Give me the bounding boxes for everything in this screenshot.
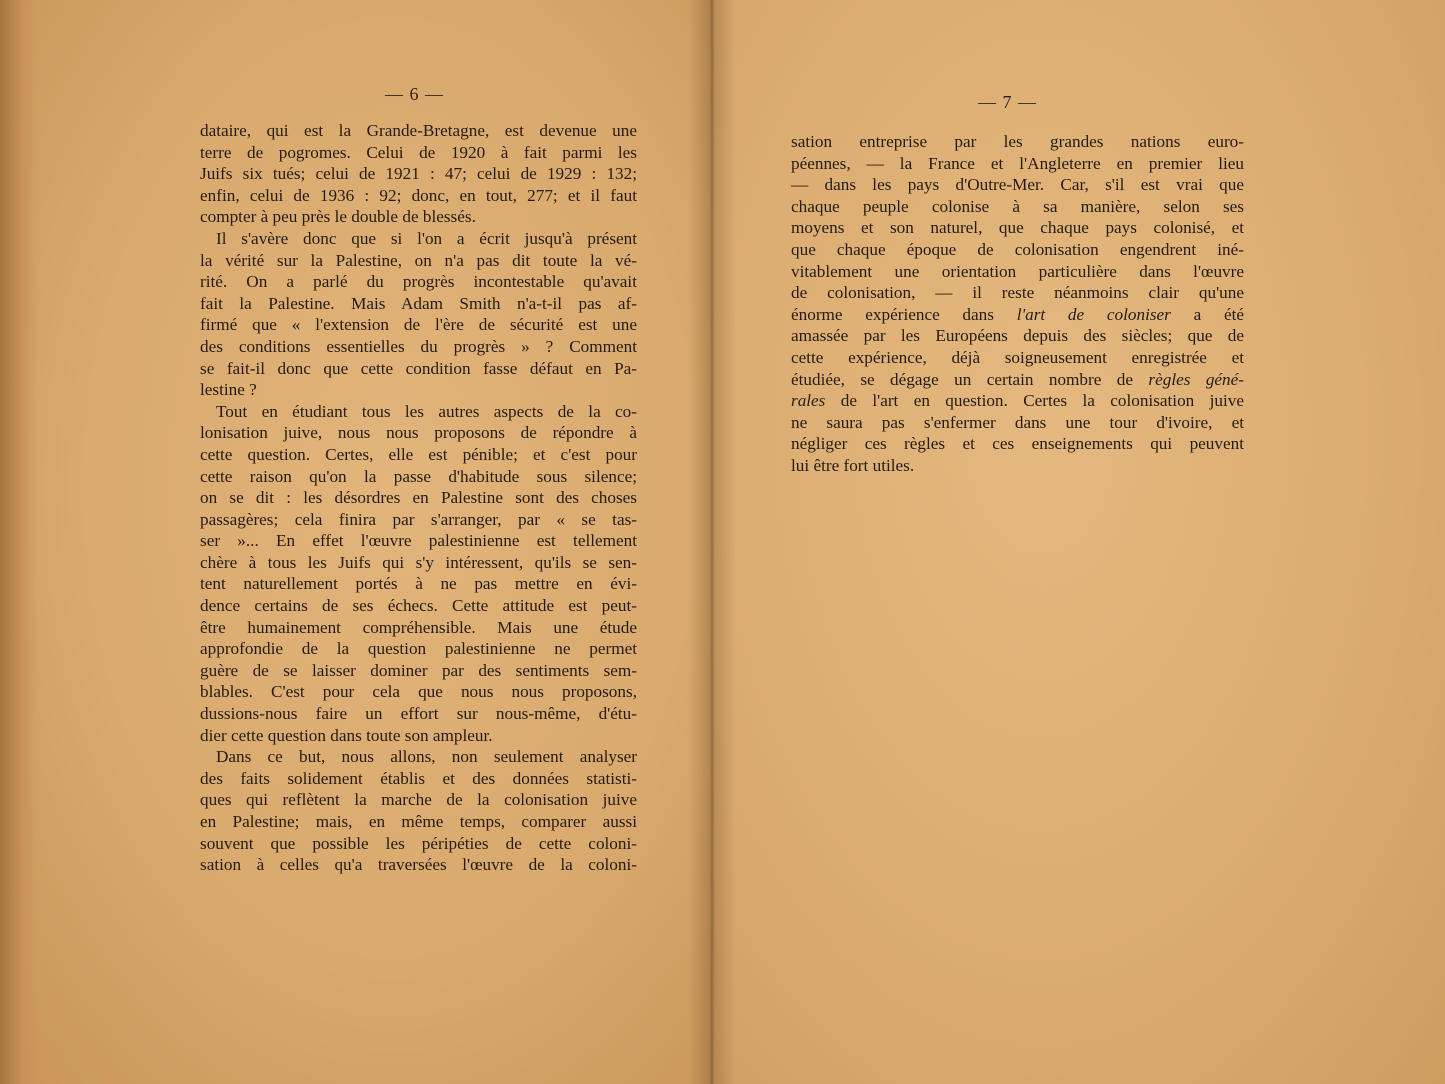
text-line: sation entreprise par les grandes nations euro- bbox=[791, 132, 1244, 151]
text-line: — dans les pays d'Outre-Mer. Car, s'il est vrai que bbox=[791, 175, 1244, 195]
text-line: énorme expérience dans l'art de coloniser a été bbox=[791, 304, 1244, 324]
text-line: des conditions essentielles du progrès » ? Comment bbox=[200, 336, 637, 356]
text-line: chère à tous les Juifs qui s'y intéressent, qu'ils se sen- bbox=[200, 552, 637, 572]
text-line: en Palestine; mais, en même temps, comparer aussi bbox=[200, 812, 637, 831]
text-line: ne saura pas s'enfermer dans une tour d'ivoire, et bbox=[791, 412, 1244, 432]
text-line: tent naturellement portés à ne pas mettre en évi- bbox=[200, 574, 637, 594]
text-line: péennes, — la France et l'Angleterre en premier lieu bbox=[791, 153, 1244, 173]
page-number-right: — 7 — bbox=[978, 92, 1037, 112]
text-line: lui être fort utiles. bbox=[791, 455, 915, 475]
paragraph bbox=[200, 120, 637, 228]
text-line: blables. C'est pour cela que nous nous proposons, bbox=[200, 682, 637, 702]
text-line: être humainement compréhensible. Mais une étude bbox=[200, 617, 637, 637]
text-line: que chaque époque de colonisation engendrent iné- bbox=[791, 239, 1244, 259]
text-line: rité. On a parlé du progrès incontestable qu'avait bbox=[200, 272, 637, 292]
left-page bbox=[0, 0, 712, 1084]
text-line: négliger ces règles et ces enseignements qui peuvent bbox=[791, 434, 1244, 454]
paragraph bbox=[200, 228, 637, 401]
text-line: la vérité sur la Palestine, on n'a pas dit toute la vé- bbox=[200, 250, 637, 270]
text-line: chaque peuple colonise à sa manière, selon ses bbox=[791, 196, 1244, 216]
text-line: dence certains de ses échecs. Cette attitude est peut- bbox=[200, 596, 637, 616]
paragraph bbox=[200, 401, 637, 747]
text-line: se fait-il donc que cette condition fasse défaut en Pa- bbox=[200, 358, 637, 378]
text-line: sation à celles qu'a traversées l'œuvre de la coloni- bbox=[200, 855, 637, 875]
text-line: guère de se laisser dominer par des sentiments sem- bbox=[200, 660, 637, 680]
text-line: cette raison qu'on la passe d'habitude sous silence; bbox=[200, 466, 637, 486]
text-line: dataire, qui est la Grande-Bretagne, est devenue une bbox=[200, 121, 637, 140]
text-line: de colonisation, — il reste néanmoins clair qu'une bbox=[791, 283, 1244, 303]
text-line: vitablement une orientation particulière dans l'œuvre bbox=[791, 261, 1244, 281]
text-line: Tout en étudiant tous les autres aspects de la co- bbox=[216, 401, 637, 421]
text-line: Il s'avère donc que si l'on a écrit jusqu'à présent bbox=[216, 228, 637, 248]
text-line: des faits solidement établis et des données statisti- bbox=[200, 768, 637, 788]
text-line: Dans ce but, nous allons, non seulement analyser bbox=[216, 747, 637, 767]
text-line: terre de pogromes. Celui de 1920 à fait parmi les bbox=[200, 142, 637, 162]
paragraph bbox=[791, 131, 1244, 477]
paragraph bbox=[200, 746, 637, 876]
text-line: Juifs six tués; celui de 1921 : 47; celui de 1929 : 132; bbox=[200, 164, 637, 184]
text-line: fait la Palestine. Mais Adam Smith n'a-t-il pas af- bbox=[200, 293, 637, 313]
text-line: cette question. Certes, elle est pénible; et c'est pour bbox=[200, 444, 637, 464]
text-line: étudiée, se dégage un certain nombre de règles géné- bbox=[791, 369, 1244, 389]
text-line: lestine ? bbox=[200, 380, 257, 400]
text-line: ser »... En effet l'œuvre palestinienne est tellement bbox=[200, 531, 637, 551]
text-line: ques qui reflètent la marche de la colonisation juive bbox=[200, 790, 637, 810]
left-page-edge bbox=[0, 0, 38, 1084]
left-page-text bbox=[200, 120, 637, 876]
text-line: moyens et son naturel, que chaque pays colonisé, et bbox=[791, 218, 1244, 238]
text-line: compter à peu près le double de blessés. bbox=[200, 207, 476, 227]
text-line: on se dit : les désordres en Palestine sont des choses bbox=[200, 488, 637, 508]
page-number-left: — 6 — bbox=[385, 84, 444, 104]
text-line: dussions-nous faire un effort sur nous-même, d'étu- bbox=[200, 704, 637, 724]
text-line: firmé que « l'extension de l'ère de sécurité est une bbox=[200, 315, 637, 335]
text-line: enfin, celui de 1936 : 92; donc, en tout, 277; et il faut bbox=[200, 185, 637, 205]
text-line: amassée par les Européens depuis des siècles; que de bbox=[791, 326, 1244, 346]
text-line: souvent que possible les péripéties de cette coloni- bbox=[200, 833, 637, 853]
text-line: passagères; cela finira par s'arranger, par « se tas- bbox=[200, 509, 637, 529]
right-page-text bbox=[791, 131, 1244, 477]
text-line: cette expérience, déjà soigneusement enregistrée et bbox=[791, 347, 1244, 367]
text-line: lonisation juive, nous nous proposons de répondre à bbox=[200, 423, 637, 443]
right-page bbox=[712, 0, 1445, 1084]
text-line: dier cette question dans toute son ampleur. bbox=[200, 725, 493, 745]
text-line: approfondie de la question palestinienne ne permet bbox=[200, 639, 637, 659]
text-line: rales de l'art en question. Certes la colonisation juive bbox=[791, 391, 1244, 411]
book-gutter bbox=[688, 0, 736, 1084]
